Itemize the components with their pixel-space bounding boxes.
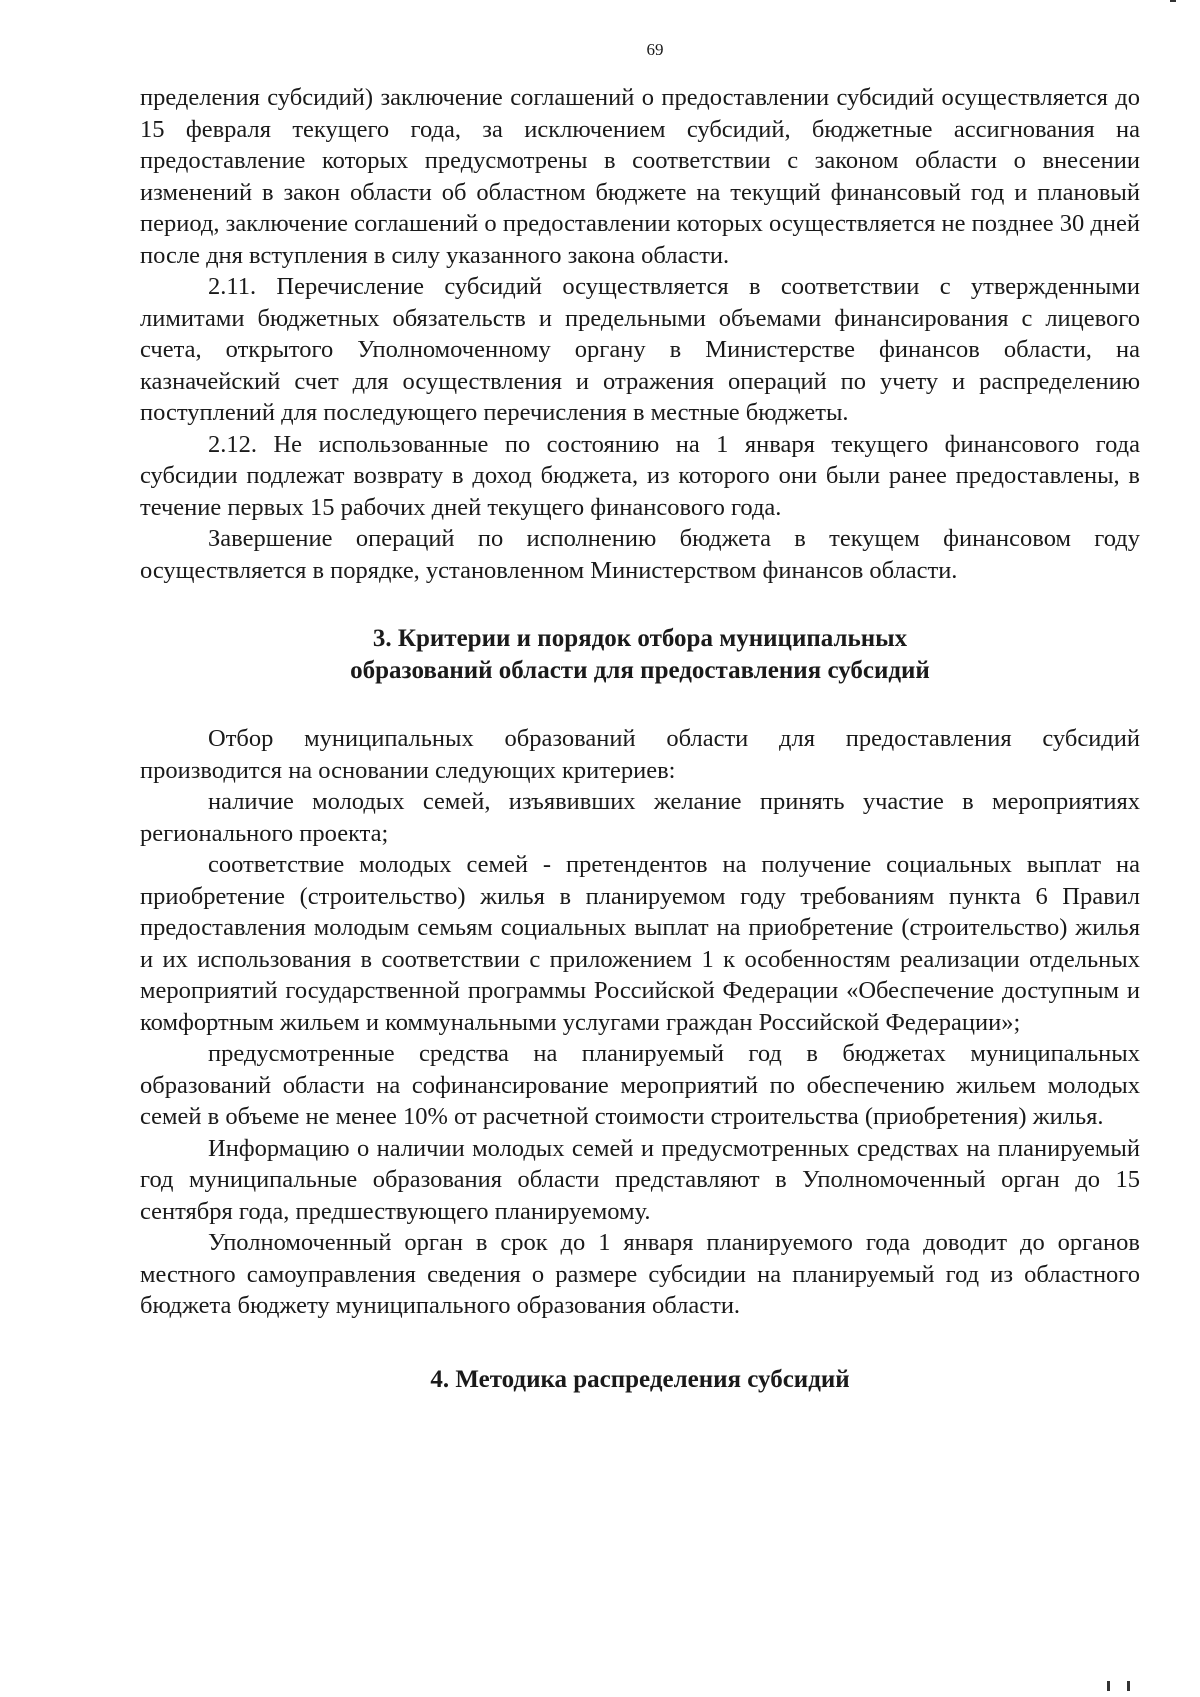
paragraph: Отбор муниципальных образований области для предоставления субсидий производится на основании следующих критериев:: [140, 725, 1140, 784]
paragraph: соответствие молодых семей - претендентов на получение социальных выплат на приобретение (строительство) жилья в планируемом году требованиям пункта 6 Правил предоставления молодым семьям социальных выплат на приобретение (строительство) жилья и их использования в соответствии с приложением 1 к особенностям реализации отдельных мероприятий государственной программы Российской Федерации «Обеспечение доступным и комфортным жильем и коммунальными услугами граждан Российской Федерации»;: [140, 851, 1140, 1036]
scan-artifact: [1107, 1681, 1110, 1691]
section-3-title-line-1: 3. Критерии и порядок отбора муниципальных: [372, 625, 908, 652]
paragraph: 2.11. Перечисление субсидий осуществляется в соответствии с утвержденными лимитами бюджетных обязательств и предельными объемами финансирования с лицевого счета, открытого Уполномоченному органу в Министерстве финансов области, на казначейский счет для осуществления и отражения операций по учету и распределению поступлений для последующего перечисления в местные бюджеты.: [140, 273, 1140, 426]
paragraphs-section-3: [140, 723, 1140, 1322]
paragraph: Уполномоченный орган в срок до 1 января планируемого года доводит до органов местного самоуправления сведения о размере субсидии на планируемый год из областного бюджета бюджету муниципального образования области.: [140, 1229, 1140, 1319]
section-4-heading: 4. Методика распределения субсидий: [430, 1365, 850, 1393]
paragraph: наличие молодых семей, изъявивших желание принять участие в мероприятиях регионального проекта;: [140, 788, 1140, 847]
paragraph: пределения субсидий) заключение соглашений о предоставлении субсидий осуществляется до 15 февраля текущего года, за исключением субсидий, бюджетные ассигнования на предоставление которых предусмотрены в соответствии с законом области о внесении изменений в закон области об областном бюджете на текущий финансовый год и плановый период, заключение соглашений о предоставлении которых осуществляется не позднее 30 дней после дня вступления в силу указанного закона области.: [140, 84, 1140, 269]
paragraph: 2.12. Не использованные по состоянию на 1 января текущего финансового года субсидии подлежат возврату в доход бюджета, из которого они были ранее предоставлены, в течение первых 15 рабочих дней текущего финансового года.: [140, 430, 1140, 521]
paragraphs-before: [140, 82, 1140, 586]
section-3-title-line-2: образований области для предоставления субсидий: [350, 656, 930, 684]
paragraph: Завершение операций по исполнению бюджета в текущем финансовом году осуществляется в порядке, установленном Министерством финансов области.: [140, 525, 1140, 584]
section-3-heading: [140, 623, 1140, 686]
scan-artifact: [1127, 1681, 1130, 1691]
paragraph: Информацию о наличии молодых семей и предусмотренных средствах на планируемый год муниципальные образования области представляют в Уполномоченный орган до 15 сентября года, предшествующего планируемому.: [140, 1134, 1140, 1225]
document-page: [140, 40, 1140, 1395]
page-number: 69: [646, 40, 664, 59]
paragraph: предусмотренные средства на планируемый год в бюджетах муниципальных образований области на софинансирование мероприятий по обеспечению жильем молодых семей в объеме не менее 10% от расчетной стоимости строительства (приобретения) жилья.: [140, 1040, 1140, 1130]
scan-artifact: [1170, 0, 1176, 2]
